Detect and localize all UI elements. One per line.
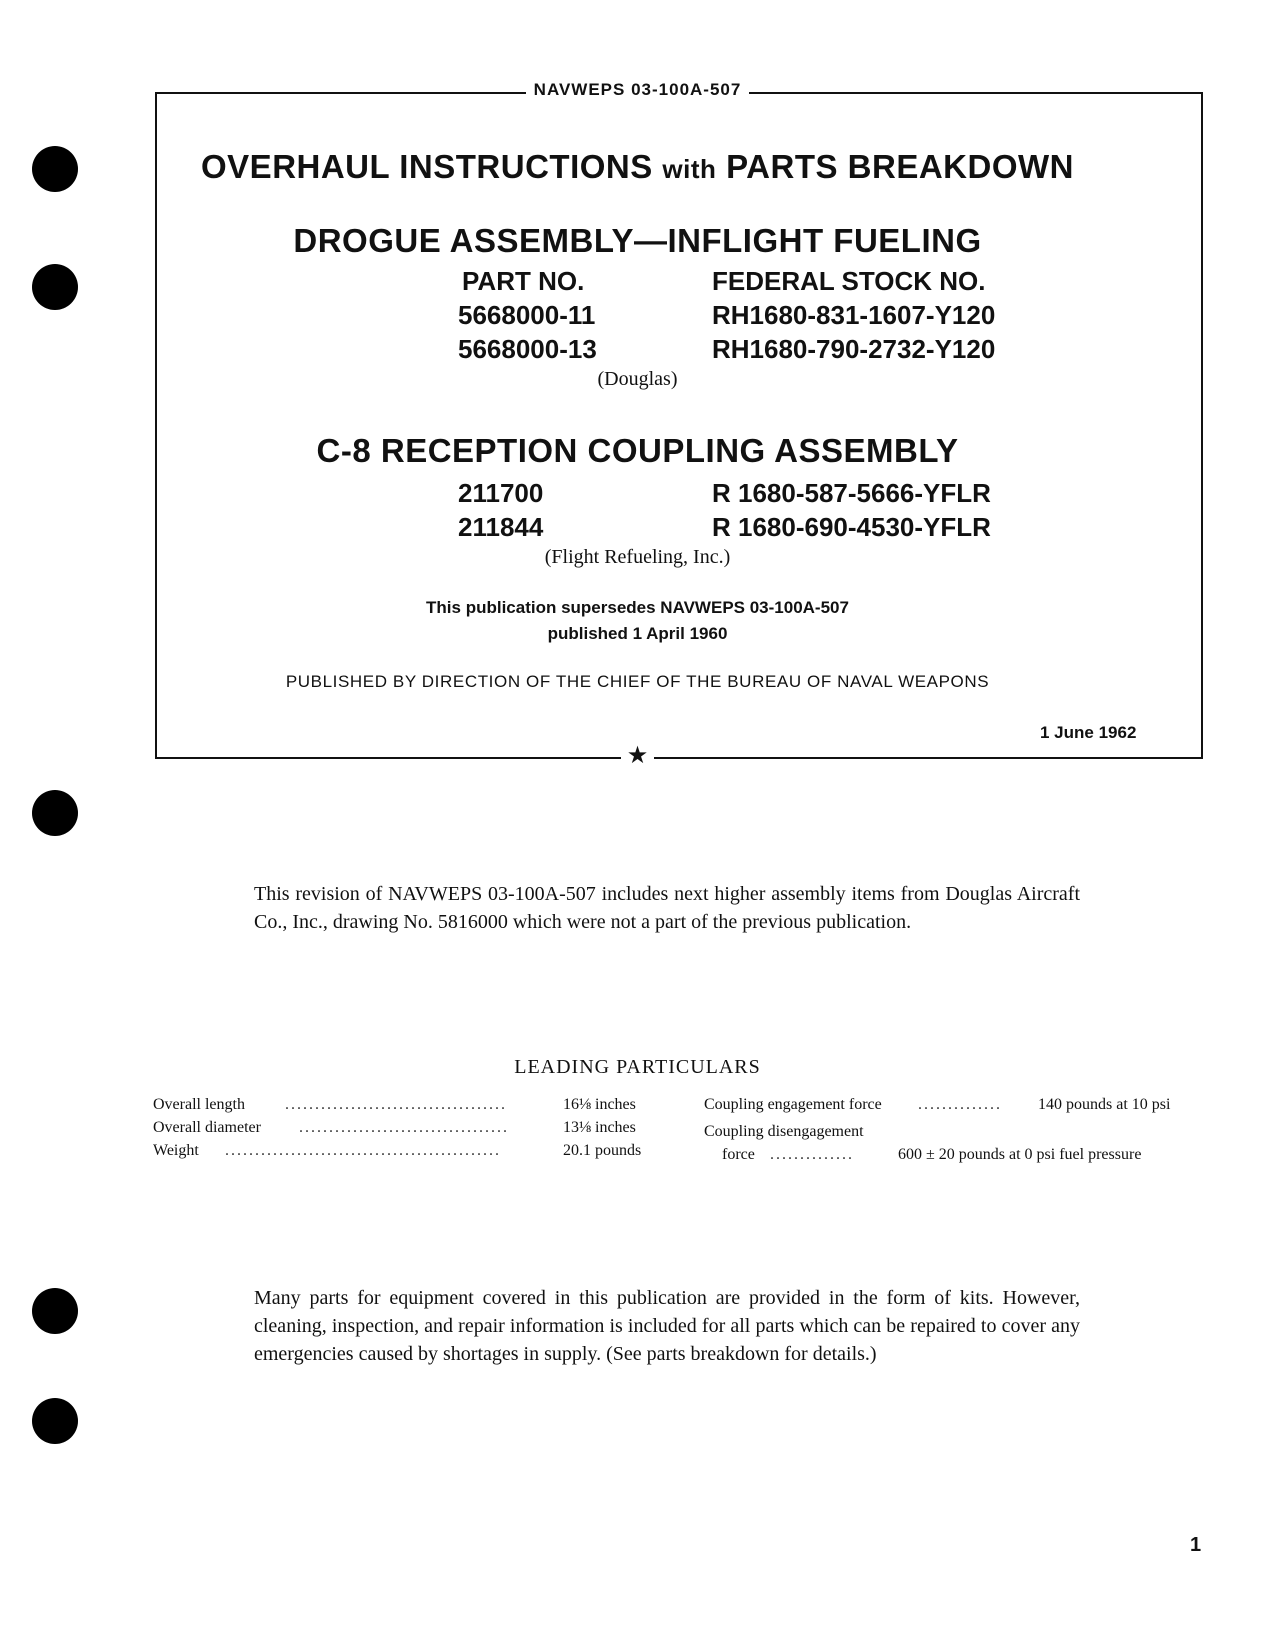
binder-hole [32, 790, 78, 836]
page-number: 1 [1190, 1534, 1202, 1556]
coupling-manufacturer: (Flight Refueling, Inc.) [544, 546, 731, 568]
title-box [155, 92, 1203, 759]
coupling-title: C-8 RECEPTION COUPLING ASSEMBLY [316, 432, 959, 469]
supersedes-line-1: This publication supersedes NAVWEPS 03-100A-507 [426, 598, 849, 617]
stock-number: RH1680-790-2732-Y120 [712, 334, 996, 364]
part-number: 5668000-13 [458, 334, 597, 364]
particular-engagement-force: Coupling engagement force .............. 140 pounds at 10 psi [704, 1096, 1171, 1113]
particular-overall-diameter: Overall diameter ................................... 13⅛ inches [153, 1119, 636, 1136]
particular-overall-length: Overall length ..................................... 16⅛ inches [153, 1096, 636, 1113]
publication-date: 1 June 1962 [1040, 723, 1137, 742]
published-by: PUBLISHED BY DIRECTION OF THE CHIEF OF THE BUREAU OF NAVAL WEAPONS [285, 672, 990, 691]
leading-particulars-title: LEADING PARTICULARS [514, 1056, 761, 1078]
star-icon: ★ [0, 744, 1275, 768]
part-number: 211844 [458, 512, 544, 542]
part-number: 211700 [458, 478, 544, 508]
revision-paragraph: This revision of NAVWEPS 03-100A-507 includes next higher assembly items from Douglas Aircraft Co., Inc., drawing No. 5816000 which were not a part of the previous publication. [254, 883, 1080, 933]
stock-number: R 1680-690-4530-YFLR [712, 512, 991, 542]
particular-disengagement-label: Coupling disengagement [704, 1123, 864, 1140]
binder-hole [32, 1398, 78, 1444]
stock-number: R 1680-587-5666-YFLR [712, 478, 991, 508]
drogue-manufacturer: (Douglas) [597, 368, 678, 390]
drogue-title: DROGUE ASSEMBLY—INFLIGHT FUELING [293, 222, 982, 259]
supersedes-line-2: published 1 April 1960 [547, 624, 728, 643]
binder-hole [32, 1288, 78, 1334]
kits-paragraph: Many parts for equipment covered in this publication are provided in the form of kits. However, cleaning, inspection, and repair information is included for all parts which can be repaired to cover any emergencies caused by shortages in supply. (See parts breakdown for details.) [254, 1287, 1080, 1365]
stock-number: RH1680-831-1607-Y120 [712, 300, 996, 330]
part-number: 5668000-11 [458, 300, 596, 330]
main-title: OVERHAUL INSTRUCTIONS with PARTS BREAKDOWN [201, 148, 1074, 185]
binder-hole [32, 264, 78, 310]
part-no-label: PART NO. [462, 266, 585, 296]
particular-weight: Weight .............................................. 20.1 pounds [153, 1142, 642, 1159]
stock-no-label: FEDERAL STOCK NO. [712, 266, 986, 296]
particular-disengagement-force: force .............. 600 ± 20 pounds at 0 psi fuel pressure [722, 1146, 1142, 1163]
doc-number-header: NAVWEPS 03-100A-507 [0, 80, 1275, 100]
